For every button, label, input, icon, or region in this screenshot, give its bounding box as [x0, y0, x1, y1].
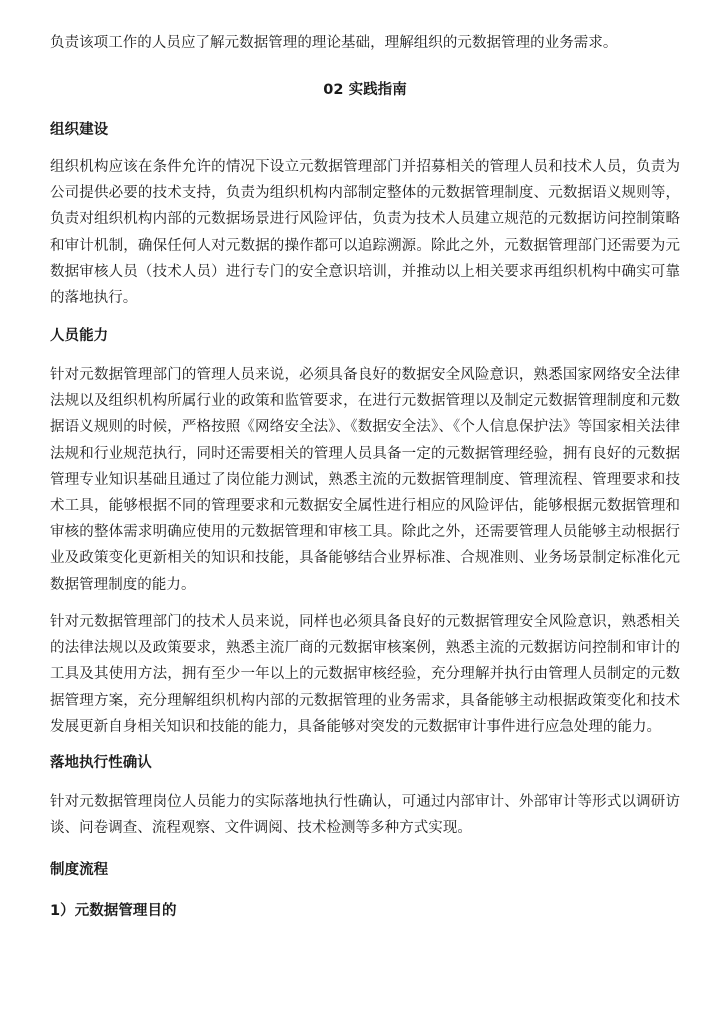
section-title: 02 实践指南	[323, 82, 407, 98]
confirm-heading: 落地执行性确认	[50, 755, 152, 771]
process-heading: 制度流程	[50, 862, 109, 878]
process-subheading-1: 1）元数据管理目的	[50, 903, 177, 919]
ability-heading: 人员能力	[50, 328, 109, 344]
confirm-paragraph: 针对元数据管理岗位人员能力的实际落地执行性确认，可通过内部审计、外部审计等形式以调研访谈、问卷调查、流程观察、文件调阅、技术检测等多种方式实现。	[50, 794, 680, 837]
ability-paragraph-1: 针对元数据管理部门的管理人员来说，必须具备良好的数据安全风险意识，熟悉国家网络安全法律法规以及组织机构所属行业的政策和监管要求，在进行元数据管理以及制定元数据管理制度和元数据语义规则的时候，严格按照《网络安全法》、《数据安全法》、《个人信息保护法》等国家相关法律法规和行业规范执行，同时还需要相关的管理人员具备一定的元数据管理经验，拥有良好的元数据管理专业知识基础且通过了岗位能力测试，熟悉主流的元数据管理制度、管理流程、管理要求和技术工具，能够根据不同的管理要求和元数据安全属性进行相应的风险评估，能够根据元数据管理和审核的整体需求明确应使用的元数据管理和审核工具。除此之外，还需要管理人员能够主动根据行业及政策变化更新相关的知识和技能，具备能够结合业界标准、合规准则、业务场景制定标准化元数据管理制度的能力。	[50, 367, 680, 593]
org-paragraph: 组织机构应该在条件允许的情况下设立元数据管理部门并招募相关的管理人员和技术人员，负责为公司提供必要的技术支持，负责为组织机构内部制定整体的元数据管理制度、元数据语义规则等，负责对组织机构内部的元数据场景进行风险评估，负责为技术人员建立规范的元数据访问控制策略和审计机制，确保任何人对元数据的操作都可以追踪溯源。除此之外，元数据管理部门还需要为元数据审核人员（技术人员）进行专门的安全意识培训，并推动以上相关要求再组织机构中确实可靠的落地执行。	[50, 159, 680, 307]
org-heading: 组织建设	[50, 122, 109, 138]
ability-paragraph-2: 针对元数据管理部门的技术人员来说，同样也必须具备良好的元数据管理安全风险意识，熟悉相关的法律法规以及政策要求，熟悉主流厂商的元数据审核案例，熟悉主流的元数据访问控制和审计的工具及其使用方法，拥有至少一年以上的元数据审核经验，充分理解并执行由管理人员制定的元数据管理方案，充分理解组织机构内部的元数据管理的业务需求，具备能够主动根据政策变化和技术发展更新自身相关知识和技能的能力，具备能够对突发的元数据审计事件进行应急处理的能力。	[50, 614, 680, 735]
intro-paragraph: 负责该项工作的人员应了解元数据管理的理论基础，理解组织的元数据管理的业务需求。	[50, 35, 618, 51]
